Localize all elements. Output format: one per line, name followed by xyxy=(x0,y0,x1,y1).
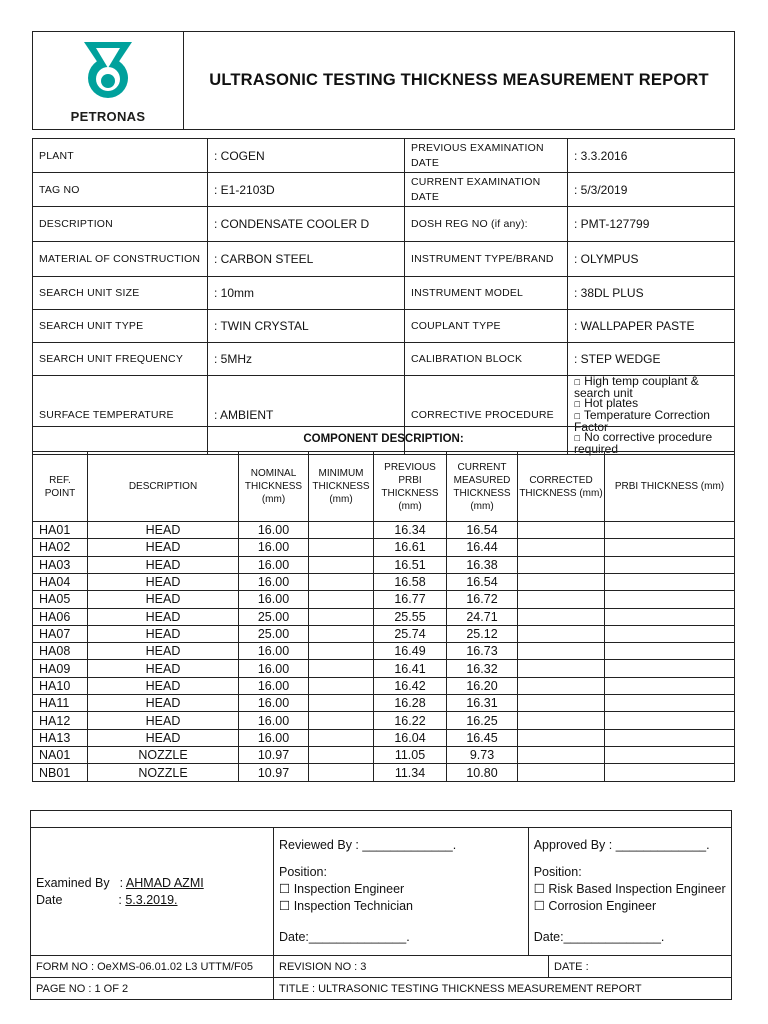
instrument-type-label: INSTRUMENT TYPE/BRAND xyxy=(405,242,568,277)
cell-desc: HEAD xyxy=(88,625,239,642)
cell-previous: 16.51 xyxy=(374,556,447,573)
corrective-option[interactable]: ☐ Temperature Correction Factor xyxy=(574,408,710,434)
col-description: DESCRIPTION xyxy=(88,452,239,521)
cell-nominal: 16.00 xyxy=(239,677,309,694)
cell-nominal: 16.00 xyxy=(239,556,309,573)
approved-position-option[interactable]: ☐ Corrosion Engineer xyxy=(533,899,657,913)
approved-label: Approved By xyxy=(533,838,606,852)
search-type-label: SEARCH UNIT TYPE xyxy=(33,310,208,343)
table-row xyxy=(33,608,735,625)
component-rows xyxy=(33,521,735,781)
description-value: : CONDENSATE COOLER D xyxy=(208,207,405,242)
plant-value: : COGEN xyxy=(208,139,405,173)
cell-ref: HA08 xyxy=(33,643,88,660)
cell-desc: HEAD xyxy=(88,573,239,590)
cell-ref: HA12 xyxy=(33,712,88,729)
approved-date[interactable]: Date:______________. xyxy=(533,930,665,944)
table-row xyxy=(33,573,735,590)
cell-prbi xyxy=(605,643,735,660)
cell-prbi xyxy=(605,712,735,729)
cell-current: 16.25 xyxy=(447,712,518,729)
col-ref: REF. POINT xyxy=(33,452,88,521)
cell-desc: HEAD xyxy=(88,591,239,608)
checkbox-icon: ☐ xyxy=(279,899,291,913)
cell-corrected xyxy=(518,729,605,746)
cell-minimum xyxy=(309,695,374,712)
cell-corrected xyxy=(518,764,605,782)
cell-ref: NB01 xyxy=(33,764,88,782)
cell-corrected xyxy=(518,608,605,625)
approved-blank[interactable]: _____________. xyxy=(615,838,710,852)
cell-desc: NOZZLE xyxy=(88,764,239,782)
cell-minimum xyxy=(309,729,374,746)
cell-prbi xyxy=(605,608,735,625)
cell-previous: 16.04 xyxy=(374,729,447,746)
cell-corrected xyxy=(518,660,605,677)
cell-minimum xyxy=(309,764,374,782)
cell-desc: HEAD xyxy=(88,556,239,573)
cell-corrected xyxy=(518,677,605,694)
cell-ref: HA10 xyxy=(33,677,88,694)
table-row xyxy=(33,712,735,729)
cell-nominal: 16.00 xyxy=(239,729,309,746)
cell-minimum xyxy=(309,625,374,642)
cell-previous: 16.34 xyxy=(374,521,447,538)
cell-corrected xyxy=(518,747,605,764)
col-nominal: NOMINAL THICKNESS (mm) xyxy=(239,452,309,521)
corrective-option[interactable]: ☐ Hot plates xyxy=(574,396,639,410)
cell-nominal: 16.00 xyxy=(239,591,309,608)
date-field: DATE : xyxy=(549,956,732,978)
cell-ref: HA05 xyxy=(33,591,88,608)
checkbox-icon: ☐ xyxy=(533,882,545,896)
cell-corrected xyxy=(518,539,605,556)
reviewed-position-label: Position: xyxy=(279,865,327,879)
dosh-label: DOSH REG NO (if any): xyxy=(405,207,568,242)
cell-prbi xyxy=(605,539,735,556)
prev-exam-value: : 3.3.2016 xyxy=(568,139,735,173)
surface-temp-label: SURFACE TEMPERATURE xyxy=(33,376,208,455)
cell-nominal: 16.00 xyxy=(239,660,309,677)
cell-nominal: 16.00 xyxy=(239,712,309,729)
cell-previous: 11.34 xyxy=(374,764,447,782)
col-minimum: MINIMUM THICKNESS (mm) xyxy=(309,452,374,521)
col-prbi: PRBI THICKNESS (mm) xyxy=(605,452,735,521)
cell-desc: HEAD xyxy=(88,677,239,694)
petronas-logo-icon xyxy=(78,38,138,102)
reviewed-cell: Reviewed By : _____________. Position: ☐ Inspection Engineer ☐ Inspection Technician Date:______________. xyxy=(274,828,529,956)
cell-nominal: 10.97 xyxy=(239,747,309,764)
date-label: Date xyxy=(36,892,63,907)
corrective-option[interactable]: ☐ No corrective procedure required xyxy=(574,430,713,456)
reviewed-position-option[interactable]: ☐ Inspection Engineer xyxy=(279,882,405,896)
cell-ref: HA03 xyxy=(33,556,88,573)
cell-previous: 16.49 xyxy=(374,643,447,660)
cell-minimum xyxy=(309,573,374,590)
tag-value: : E1-2103D xyxy=(208,173,405,207)
cell-current: 16.20 xyxy=(447,677,518,694)
cell-prbi xyxy=(605,573,735,590)
cell-current: 16.32 xyxy=(447,660,518,677)
cell-previous: 16.77 xyxy=(374,591,447,608)
table-row xyxy=(33,556,735,573)
plant-label: PLANT xyxy=(33,139,208,173)
cell-ref: HA09 xyxy=(33,660,88,677)
examined-cell: Examined By : AHMAD AZMI Date : 5.3.2019. xyxy=(31,828,274,956)
examined-label: Examined By xyxy=(36,875,110,890)
checkbox-icon: ☐ xyxy=(279,882,291,896)
cell-nominal: 16.00 xyxy=(239,643,309,660)
col-previous: PREVIOUS PRBI THICKNESS (mm) xyxy=(374,452,447,521)
cell-nominal: 16.00 xyxy=(239,521,309,538)
cell-minimum xyxy=(309,643,374,660)
tag-label: TAG NO xyxy=(33,173,208,207)
table-row xyxy=(33,747,735,764)
cell-ref: NA01 xyxy=(33,747,88,764)
col-corrected: CORRECTED THICKNESS (mm) xyxy=(518,452,605,521)
cell-minimum xyxy=(309,660,374,677)
checkbox-icon: ☐ xyxy=(574,400,581,409)
cell-current: 16.45 xyxy=(447,729,518,746)
cell-previous: 11.05 xyxy=(374,747,447,764)
search-freq-value: : 5MHz xyxy=(208,343,405,376)
prev-exam-label: PREVIOUS EXAMINATION DATE xyxy=(405,139,568,173)
corrective-option[interactable]: ☐ High temp couplant & search unit xyxy=(574,374,699,400)
surface-temp-value: : AMBIENT xyxy=(208,376,405,455)
cell-ref: HA04 xyxy=(33,573,88,590)
cell-previous: 16.58 xyxy=(374,573,447,590)
cell-previous: 25.55 xyxy=(374,608,447,625)
cell-minimum xyxy=(309,608,374,625)
cell-current: 16.44 xyxy=(447,539,518,556)
table-row xyxy=(33,625,735,642)
cell-ref: HA07 xyxy=(33,625,88,642)
search-freq-label: SEARCH UNIT FREQUENCY xyxy=(33,343,208,376)
table-row xyxy=(33,764,735,782)
cell-desc: HEAD xyxy=(88,539,239,556)
cell-corrected xyxy=(518,573,605,590)
cell-ref: HA02 xyxy=(33,539,88,556)
table-row xyxy=(33,695,735,712)
reviewed-date[interactable]: Date:______________. xyxy=(279,930,410,944)
cell-corrected xyxy=(518,556,605,573)
cell-previous: 25.74 xyxy=(374,625,447,642)
cell-minimum xyxy=(309,521,374,538)
checkbox-icon: ☐ xyxy=(574,412,581,421)
footer-title: TITLE : ULTRASONIC TESTING THICKNESS MEASUREMENT REPORT xyxy=(274,978,732,1000)
search-type-value: : TWIN CRYSTAL xyxy=(208,310,405,343)
cell-current: 16.54 xyxy=(447,573,518,590)
cell-ref: HA11 xyxy=(33,695,88,712)
cell-desc: HEAD xyxy=(88,729,239,746)
col-current: CURRENT MEASURED THICKNESS (mm) xyxy=(447,452,518,521)
cell-previous: 16.61 xyxy=(374,539,447,556)
material-label: MATERIAL OF CONSTRUCTION xyxy=(33,242,208,277)
table-row xyxy=(33,591,735,608)
cell-prbi xyxy=(605,747,735,764)
cell-ref: HA01 xyxy=(33,521,88,538)
cell-current: 10.80 xyxy=(447,764,518,782)
cell-current: 25.12 xyxy=(447,625,518,642)
cell-corrected xyxy=(518,643,605,660)
curr-exam-value: : 5/3/2019 xyxy=(568,173,735,207)
cell-corrected xyxy=(518,695,605,712)
signature-footer xyxy=(30,810,732,1000)
approved-position-option[interactable]: ☐ Risk Based Inspection Engineer xyxy=(533,882,726,896)
cell-prbi xyxy=(605,764,735,782)
cell-previous: 16.22 xyxy=(374,712,447,729)
reviewed-label: Reviewed By xyxy=(279,838,352,852)
cell-current: 16.73 xyxy=(447,643,518,660)
cell-prbi xyxy=(605,556,735,573)
cell-corrected xyxy=(518,521,605,538)
cell-nominal: 16.00 xyxy=(239,695,309,712)
material-value: : CARBON STEEL xyxy=(208,242,405,277)
cell-previous: 16.42 xyxy=(374,677,447,694)
cell-nominal: 16.00 xyxy=(239,573,309,590)
logo-cell xyxy=(33,32,184,130)
couplant-value: : WALLPAPER PASTE xyxy=(568,310,735,343)
cell-ref: HA06 xyxy=(33,608,88,625)
cell-corrected xyxy=(518,625,605,642)
cell-desc: HEAD xyxy=(88,608,239,625)
cell-minimum xyxy=(309,591,374,608)
form-no: FORM NO : OeXMS-06.01.02 L3 UTTM/F05 xyxy=(31,956,274,978)
equipment-info-table xyxy=(32,138,735,455)
checkbox-icon: ☐ xyxy=(574,378,581,387)
table-row xyxy=(33,539,735,556)
cell-nominal: 25.00 xyxy=(239,625,309,642)
cell-previous: 16.28 xyxy=(374,695,447,712)
dosh-value: : PMT-127799 xyxy=(568,207,735,242)
cell-prbi xyxy=(605,677,735,694)
cell-corrected xyxy=(518,712,605,729)
cell-minimum xyxy=(309,539,374,556)
checkbox-icon: ☐ xyxy=(574,434,581,443)
cell-current: 16.38 xyxy=(447,556,518,573)
search-size-value: : 10mm xyxy=(208,277,405,310)
checkbox-icon: ☐ xyxy=(533,899,545,913)
cell-prbi xyxy=(605,625,735,642)
revision-no: REVISION NO : 3 xyxy=(274,956,549,978)
reviewed-blank[interactable]: _____________. xyxy=(362,838,457,852)
calibration-value: : STEP WEDGE xyxy=(568,343,735,376)
cell-minimum xyxy=(309,677,374,694)
cell-prbi xyxy=(605,695,735,712)
cell-nominal: 16.00 xyxy=(239,539,309,556)
cell-prbi xyxy=(605,591,735,608)
report-title: ULTRASONIC TESTING THICKNESS MEASUREMENT REPORT xyxy=(184,32,735,130)
curr-exam-label: CURRENT EXAMINATION DATE xyxy=(405,173,568,207)
cell-desc: HEAD xyxy=(88,695,239,712)
reviewed-position-option[interactable]: ☐ Inspection Technician xyxy=(279,899,413,913)
cell-desc: HEAD xyxy=(88,712,239,729)
examined-value: AHMAD AZMI xyxy=(125,875,204,890)
cell-desc: HEAD xyxy=(88,643,239,660)
table-row xyxy=(33,729,735,746)
cell-previous: 16.41 xyxy=(374,660,447,677)
cell-current: 16.31 xyxy=(447,695,518,712)
instrument-model-label: INSTRUMENT MODEL xyxy=(405,277,568,310)
cell-desc: HEAD xyxy=(88,660,239,677)
description-label: DESCRIPTION xyxy=(33,207,208,242)
report-header xyxy=(32,31,735,130)
calibration-label: CALIBRATION BLOCK xyxy=(405,343,568,376)
component-table xyxy=(32,426,735,782)
corrective-label: CORRECTIVE PROCEDURE xyxy=(405,376,568,455)
search-size-label: SEARCH UNIT SIZE xyxy=(33,277,208,310)
table-row xyxy=(33,677,735,694)
couplant-label: COUPLANT TYPE xyxy=(405,310,568,343)
date-value: 5.3.2019. xyxy=(125,892,178,907)
logo-text: PETRONAS xyxy=(70,108,146,124)
cell-nominal: 10.97 xyxy=(239,764,309,782)
footer-spacer xyxy=(31,811,732,828)
cell-nominal: 25.00 xyxy=(239,608,309,625)
cell-minimum xyxy=(309,747,374,764)
approved-position-label: Position: xyxy=(533,865,582,879)
instrument-model-value: : 38DL PLUS xyxy=(568,277,735,310)
table-row xyxy=(33,660,735,677)
cell-current: 16.72 xyxy=(447,591,518,608)
cell-prbi xyxy=(605,521,735,538)
cell-desc: HEAD xyxy=(88,521,239,538)
cell-current: 24.71 xyxy=(447,608,518,625)
cell-corrected xyxy=(518,591,605,608)
cell-minimum xyxy=(309,556,374,573)
cell-prbi xyxy=(605,729,735,746)
cell-minimum xyxy=(309,712,374,729)
approved-cell: Approved By : _____________. Position: ☐ Risk Based Inspection Engineer ☐ Corrosion Engineer Date:______________. xyxy=(528,828,731,956)
cell-current: 16.54 xyxy=(447,521,518,538)
table-row xyxy=(33,643,735,660)
cell-prbi xyxy=(605,660,735,677)
instrument-type-value: : OLYMPUS xyxy=(568,242,735,277)
cell-desc: NOZZLE xyxy=(88,747,239,764)
cell-current: 9.73 xyxy=(447,747,518,764)
component-caption: COMPONENT DESCRIPTION: xyxy=(33,427,735,452)
page-no: PAGE NO : 1 OF 2 xyxy=(31,978,274,1000)
table-row xyxy=(33,521,735,538)
cell-ref: HA13 xyxy=(33,729,88,746)
